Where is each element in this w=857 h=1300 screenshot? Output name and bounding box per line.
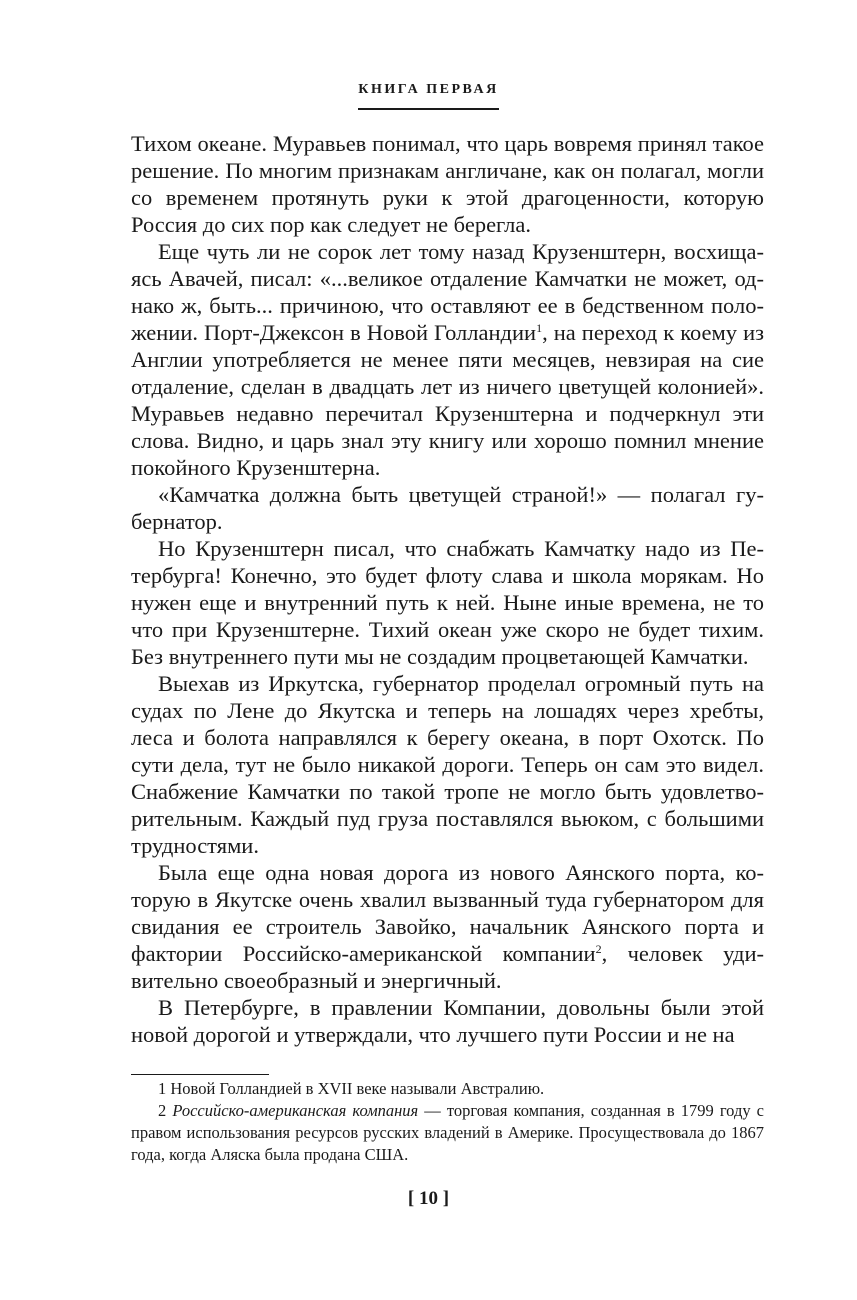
paragraph-text: Была еще одна новая дорога из нового Аянского порта, которую в Якутске очень хвалил вызванный туда губернатором для свидания ее строитель Завойко, начальник Аянского порта и фактории Российско-американской компании <box>131 860 764 966</box>
footnote <box>131 1100 764 1166</box>
footnote-rule <box>131 1074 269 1075</box>
paragraph: «Камчатка должна быть цветущей страной!» — полагал губернатор. <box>131 482 764 534</box>
paragraph: Но Крузенштерн писал, что снабжать Камчатку надо из Петербурга! Конечно, это будет флоту слава и школа морякам. Но нужен еще и внутренний путь к ней. Ныне иные времена, не то что при Крузенштерне. Тихий океан уже скоро не будет тихим. Без внутреннего пути мы не создадим процветающей Камчатки. <box>131 536 764 669</box>
paragraph <box>131 859 764 994</box>
footnote-text: Новой Голландией в XVII веке называли Австралию. <box>170 1079 545 1098</box>
footnote <box>131 1078 764 1100</box>
footnote-text: — торговая компания, созданная в 1799 году с правом использования ресурсов русских владений в Америке. Просуществовала до 1867 года, когда Аляска была продана США. <box>131 1101 765 1164</box>
footnote-ref: 1 <box>536 321 543 335</box>
footnote-ref: 2 <box>595 942 602 956</box>
running-head-rule <box>358 108 499 110</box>
paragraph-text: , на переход к коему из Англии употребляется не менее пяти месяцев, невзирая на сие отдаление, сделан в двадцать лет из ничего цветущей колонией». Муравьев недавно перечитал Крузенштерна и подчеркнул эти слова. Видно, и царь знал эту книгу или хорошо помнил мнение покойного Крузенштерна. <box>131 320 764 480</box>
footnote-mark: 2 <box>158 1101 167 1120</box>
running-head: КНИГА ПЕРВАЯ <box>358 82 499 97</box>
paragraph-text: Еще чуть ли не сорок лет тому назад Крузенштерн, восхищаясь Авачей, писал: «...великое отдаление Камчатки не может, однако ж, быть... причиною, что оставляют ее в бедственном положении. Порт-Джексон в Новой Голландии <box>131 239 764 345</box>
paragraph: В Петербурге, в правлении Компании, довольны были этой новой дорогой и утверждали, что лучшего пути России и не на <box>131 995 764 1047</box>
page-number: [ 10 ] <box>407 1188 450 1209</box>
paragraph: Тихом океане. Муравьев понимал, что царь вовремя принял такое решение. По многим признакам англичане, как он полагал, могли со временем протянуть руки к этой драгоценности, которую Россия до сих пор как следует не берегла. <box>131 131 764 237</box>
paragraph-text: , человек удивительно своеобразный и энергичный. <box>131 941 765 993</box>
footnote-mark: 1 <box>158 1079 167 1098</box>
paragraph <box>131 238 764 481</box>
paragraph: Выехав из Иркутска, губернатор проделал огромный путь на судах по Лене до Якутска и теперь на лошадях через хребты, леса и болота направлялся к берегу океана, в порт Охотск. По сути дела, тут не было никакой дороги. Теперь он сам это видел. Снабжение Камчатки по такой тропе не могло быть удовлетворительным. Каждый пуд груза поставлялся вьюком, с большими трудностями. <box>131 671 764 858</box>
body-text <box>131 130 764 1048</box>
footnote-term: Российско-американская компания <box>172 1101 419 1120</box>
footnotes <box>131 1078 764 1166</box>
